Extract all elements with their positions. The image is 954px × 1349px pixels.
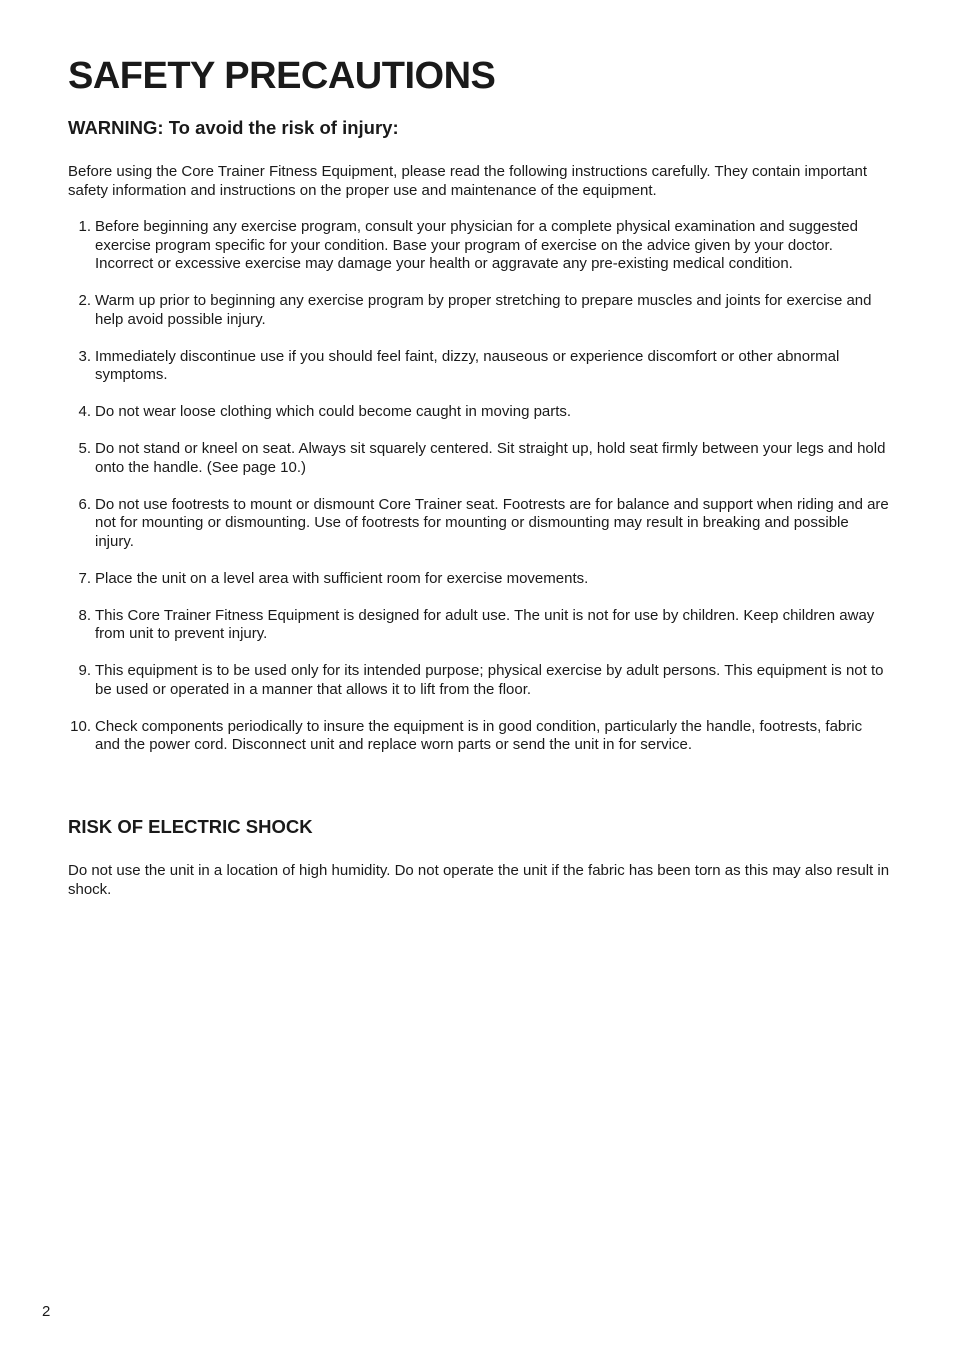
page-title: SAFETY PRECAUTIONS (68, 55, 496, 97)
instruction-list (68, 218, 890, 773)
warning-heading: WARNING: To avoid the risk of injury: (68, 117, 399, 138)
item-text: Do not wear loose clothing which could become caught in moving parts. (95, 403, 572, 420)
item-text: Before beginning any exercise program, consult your physician for a complete physical examination and suggested exercise program specific for your condition. Base your program of exercise on the advice given by your doctor. Incorrect or excessive exercise may damage your health or aggravate any pre-existing medical condition. (95, 218, 858, 272)
item-number: 5. (78, 440, 91, 457)
page-number: 2 (42, 1303, 51, 1320)
list-item (68, 348, 890, 385)
item-number: 9. (78, 662, 91, 679)
item-number: 1. (78, 218, 91, 235)
list-item (68, 496, 890, 552)
item-text: Do not use footrests to mount or dismount Core Trainer seat. Footrests are for balance and support when riding and are not for mounting or dismounting. Use of footrests for mounting or dismounting may result in breaking and possible injury. (95, 495, 889, 550)
item-number: 2. (78, 292, 91, 309)
item-text: Check components periodically to insure the equipment is in good condition, particularly the handle, footrests, fabric and the power cord. Disconnect unit and replace worn parts or send the unit in for service. (95, 717, 863, 753)
list-item (68, 570, 890, 589)
item-text: Warm up prior to beginning any exercise program by proper stretching to prepare muscles and joints for exercise and help avoid possible injury. (95, 292, 872, 328)
list-item (68, 218, 890, 274)
item-text: Place the unit on a level area with sufficient room for exercise movements. (95, 569, 589, 587)
item-text: Immediately discontinue use if you should feel faint, dizzy, nauseous or experience discomfort or other abnormal symptoms. (95, 347, 840, 383)
list-item (68, 607, 890, 644)
list-item (68, 662, 890, 699)
item-text: This Core Trainer Fitness Equipment is designed for adult use. The unit is not for use by children. Keep children away from unit to prevent injury. (95, 606, 875, 642)
item-number: 8. (78, 606, 91, 624)
item-number: 3. (78, 347, 91, 365)
list-item (68, 403, 890, 422)
item-number: 6. (78, 495, 91, 513)
item-text: This equipment is to be used only for its intended purpose; physical exercise by adult persons. This equipment is not to be used or operated in a manner that allows it to lift from the floor. (95, 662, 884, 698)
list-item (68, 292, 890, 329)
list-item (68, 718, 890, 755)
item-text: Do not stand or kneel on seat. Always sit squarely centered. Sit straight up, hold seat firmly between your legs and hold onto the handle. (See page 10.) (95, 440, 886, 476)
intro-paragraph: Before using the Core Trainer Fitness Equipment, please read the following instructions carefully. They contain important safety information and instructions on the proper use and maintenance of the equipment. (68, 163, 868, 199)
item-number: 10. (70, 717, 91, 735)
electric-shock-heading: RISK OF ELECTRIC SHOCK (68, 816, 313, 837)
item-number: 4. (78, 403, 91, 420)
item-number: 7. (78, 569, 91, 587)
list-item (68, 440, 890, 477)
electric-shock-paragraph: Do not use the unit in a location of high humidity. Do not operate the unit if the fabric has been torn as this may also result in shock. (68, 862, 890, 898)
